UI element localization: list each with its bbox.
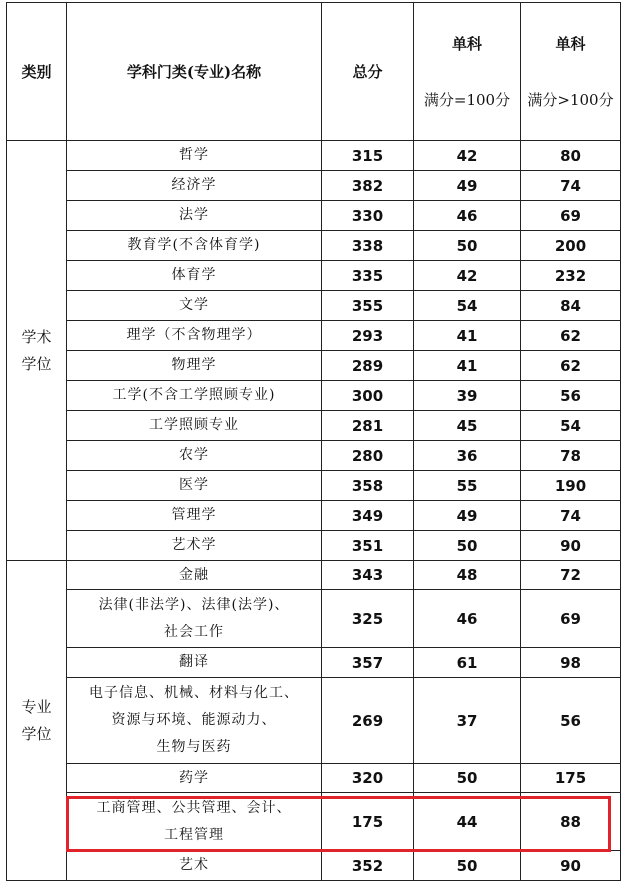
total-score: 349 xyxy=(322,501,414,531)
table-row xyxy=(7,141,621,171)
subject-name: 哲学 xyxy=(67,141,322,171)
total-score: 355 xyxy=(322,291,414,321)
total-score: 280 xyxy=(322,441,414,471)
table-row xyxy=(7,321,621,351)
single-100-score: 50 xyxy=(414,531,521,561)
single-over-100-score: 175 xyxy=(521,764,621,793)
single-over-100-score: 84 xyxy=(521,291,621,321)
header-single-100-bottom: 满分=100分 xyxy=(423,90,511,109)
single-100-score: 48 xyxy=(414,561,521,590)
single-100-score: 49 xyxy=(414,171,521,201)
subject-name: 工商管理、公共管理、会计、 工程管理 xyxy=(67,793,322,851)
total-score: 338 xyxy=(322,231,414,261)
single-100-score: 44 xyxy=(414,793,521,851)
total-score: 357 xyxy=(322,648,414,678)
single-over-100-score: 88 xyxy=(521,793,621,851)
total-score: 281 xyxy=(322,411,414,441)
subject-name: 艺术学 xyxy=(67,531,322,561)
single-over-100-score: 90 xyxy=(521,851,621,881)
subject-name: 法学 xyxy=(67,201,322,231)
single-over-100-score: 62 xyxy=(521,351,621,381)
subject-name: 翻译 xyxy=(67,648,322,678)
total-score: 293 xyxy=(322,321,414,351)
subject-name: 工学照顾专业 xyxy=(67,411,322,441)
header-single-over-top: 单科 xyxy=(555,34,586,53)
subject-name: 理学（不含物理学） xyxy=(67,321,322,351)
score-table xyxy=(6,2,621,881)
table-row xyxy=(7,501,621,531)
table-row xyxy=(7,561,621,590)
single-100-score: 55 xyxy=(414,471,521,501)
table-row xyxy=(7,471,621,501)
total-score: 351 xyxy=(322,531,414,561)
single-over-100-score: 232 xyxy=(521,261,621,291)
table-row xyxy=(7,590,621,648)
total-score: 175 xyxy=(322,793,414,851)
total-score: 315 xyxy=(322,141,414,171)
total-score: 343 xyxy=(322,561,414,590)
single-100-score: 54 xyxy=(414,291,521,321)
table-row xyxy=(7,648,621,678)
table-row xyxy=(7,351,621,381)
total-score: 335 xyxy=(322,261,414,291)
table-row xyxy=(7,531,621,561)
single-over-100-score: 72 xyxy=(521,561,621,590)
single-over-100-score: 80 xyxy=(521,141,621,171)
group-label: 学术 学位 xyxy=(7,141,67,561)
subject-name: 工学(不含工学照顾专业) xyxy=(67,381,322,411)
single-100-score: 42 xyxy=(414,141,521,171)
total-score: 352 xyxy=(322,851,414,881)
total-score: 330 xyxy=(322,201,414,231)
total-score: 300 xyxy=(322,381,414,411)
single-over-100-score: 74 xyxy=(521,171,621,201)
total-score: 269 xyxy=(322,678,414,764)
table-row xyxy=(7,201,621,231)
single-over-100-score: 200 xyxy=(521,231,621,261)
table-row xyxy=(7,231,621,261)
subject-name: 教育学(不含体育学) xyxy=(67,231,322,261)
single-over-100-score: 74 xyxy=(521,501,621,531)
table-row xyxy=(7,764,621,793)
single-over-100-score: 90 xyxy=(521,531,621,561)
single-over-100-score: 98 xyxy=(521,648,621,678)
subject-name: 体育学 xyxy=(67,261,322,291)
single-100-score: 50 xyxy=(414,231,521,261)
single-100-score: 39 xyxy=(414,381,521,411)
header-single-100-top: 单科 xyxy=(451,34,482,53)
single-over-100-score: 69 xyxy=(521,201,621,231)
table-row xyxy=(7,381,621,411)
table-row xyxy=(7,261,621,291)
subject-name: 电子信息、机械、材料与化工、 资源与环境、能源动力、 生物与医药 xyxy=(67,678,322,764)
table-row xyxy=(7,291,621,321)
header-single-over-bottom: 满分>100分 xyxy=(527,90,614,109)
header-single-100 xyxy=(414,3,521,141)
subject-name: 经济学 xyxy=(67,171,322,201)
header-total: 总分 xyxy=(322,3,414,141)
single-over-100-score: 62 xyxy=(521,321,621,351)
subject-name: 农学 xyxy=(67,441,322,471)
total-score: 320 xyxy=(322,764,414,793)
table-row xyxy=(7,171,621,201)
total-score: 382 xyxy=(322,171,414,201)
single-100-score: 46 xyxy=(414,201,521,231)
single-over-100-score: 56 xyxy=(521,381,621,411)
single-over-100-score: 69 xyxy=(521,590,621,648)
single-100-score: 36 xyxy=(414,441,521,471)
single-100-score: 49 xyxy=(414,501,521,531)
total-score: 325 xyxy=(322,590,414,648)
subject-name: 金融 xyxy=(67,561,322,590)
table-row xyxy=(7,793,621,851)
group-label: 专业 学位 xyxy=(7,561,67,881)
header-single-over-100 xyxy=(521,3,621,141)
single-100-score: 50 xyxy=(414,851,521,881)
single-100-score: 50 xyxy=(414,764,521,793)
header-name: 学科门类(专业)名称 xyxy=(67,3,322,141)
single-over-100-score: 78 xyxy=(521,441,621,471)
table-body xyxy=(7,141,621,881)
single-over-100-score: 54 xyxy=(521,411,621,441)
subject-name: 物理学 xyxy=(67,351,322,381)
single-100-score: 41 xyxy=(414,351,521,381)
single-100-score: 61 xyxy=(414,648,521,678)
subject-name: 法律(非法学)、法律(法学)、 社会工作 xyxy=(67,590,322,648)
single-100-score: 45 xyxy=(414,411,521,441)
subject-name: 医学 xyxy=(67,471,322,501)
table-row xyxy=(7,678,621,764)
table-row xyxy=(7,851,621,881)
single-over-100-score: 190 xyxy=(521,471,621,501)
total-score: 289 xyxy=(322,351,414,381)
single-100-score: 42 xyxy=(414,261,521,291)
subject-name: 艺术 xyxy=(67,851,322,881)
single-over-100-score: 56 xyxy=(521,678,621,764)
table-row xyxy=(7,411,621,441)
subject-name: 药学 xyxy=(67,764,322,793)
single-100-score: 41 xyxy=(414,321,521,351)
subject-name: 文学 xyxy=(67,291,322,321)
single-100-score: 46 xyxy=(414,590,521,648)
single-100-score: 37 xyxy=(414,678,521,764)
total-score: 358 xyxy=(322,471,414,501)
table-row xyxy=(7,441,621,471)
header-category: 类别 xyxy=(7,3,67,141)
subject-name: 管理学 xyxy=(67,501,322,531)
header-row xyxy=(7,3,621,141)
